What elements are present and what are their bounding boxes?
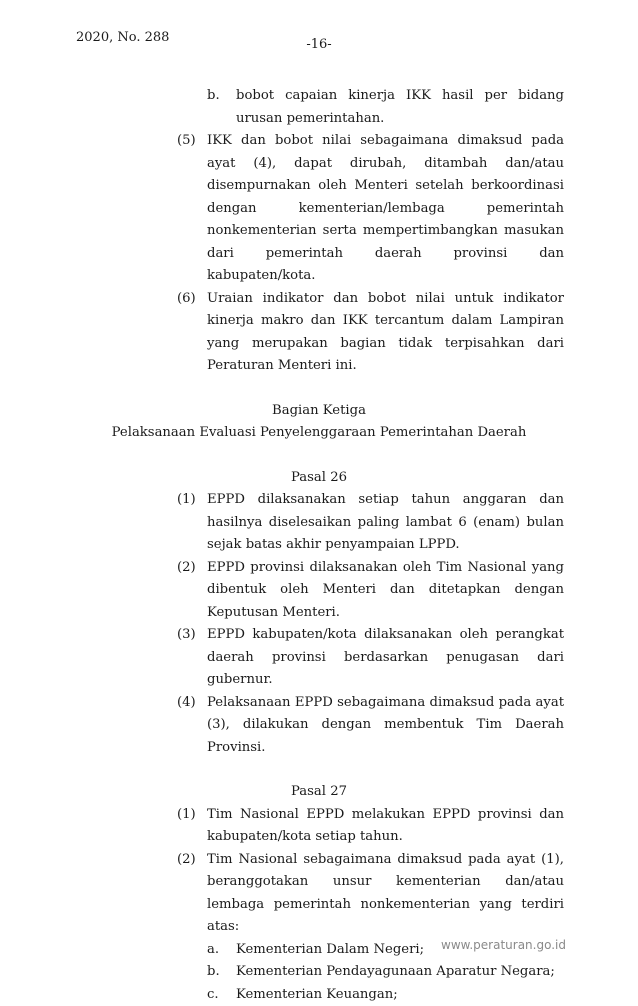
ayat-marker: (2)	[177, 849, 207, 939]
ayat-text: Pelaksanaan EPPD sebagaimana dimaksud pada ayat (3), dilakukan dengan membentuk Tim Daerah Provinsi.	[207, 692, 564, 760]
list-text: Kementerian Keuangan;	[236, 984, 564, 1006]
article-heading: Pasal 27	[0, 781, 638, 804]
article-heading: Pasal 26	[0, 467, 638, 490]
ayat-marker: (3)	[177, 624, 207, 692]
list-marker: b.	[207, 961, 236, 984]
gazette-number: 2020, No. 288	[76, 30, 169, 45]
list-marker: c.	[207, 984, 236, 1006]
page-number: -16-	[0, 37, 638, 52]
ayat-text: Uraian indikator dan bobot nilai untuk indikator kinerja makro dan IKK tercantum dalam Lampiran yang merupakan bagian tidak terpisahkan dari Peraturan Menteri ini.	[207, 288, 564, 378]
ayat-item	[177, 288, 564, 378]
ayat-text: Tim Nasional sebagaimana dimaksud pada ayat (1), beranggotakan unsur kementerian dan/atau lembaga pemerintah nonkementerian yang terdiri atas:	[207, 849, 564, 939]
ayat-marker: (1)	[177, 489, 207, 557]
ayat-item	[177, 489, 564, 557]
list-item	[207, 984, 564, 1006]
list-text: Kementerian Dalam Negeri;	[236, 939, 564, 962]
website-footer: www.peraturan.go.id	[441, 938, 566, 952]
ayat-marker: (1)	[177, 804, 207, 849]
ayat-marker: (4)	[177, 692, 207, 760]
list-item	[207, 85, 564, 130]
list-text: bobot capaian kinerja IKK hasil per bidang urusan pemerintahan.	[236, 85, 564, 130]
ayat-text: Tim Nasional EPPD melakukan EPPD provinsi dan kabupaten/kota setiap tahun.	[207, 804, 564, 849]
ayat-text: EPPD kabupaten/kota dilaksanakan oleh perangkat daerah provinsi berdasarkan penugasan dari gubernur.	[207, 624, 564, 692]
section-subheading: Pelaksanaan Evaluasi Penyelenggaraan Pemerintahan Daerah	[0, 422, 638, 445]
list-text: Kementerian Pendayagunaan Aparatur Negara;	[236, 961, 564, 984]
ayat-marker: (6)	[177, 288, 207, 378]
list-marker: a.	[207, 939, 236, 962]
ayat-item	[177, 849, 564, 939]
ayat-text: IKK dan bobot nilai sebagaimana dimaksud pada ayat (4), dapat dirubah, ditambah dan/atau disempurnakan oleh Menteri setelah berkoordinasi dengan kementerian/lembaga pemerintah nonkementerian serta mempertimbangkan masukan dari pemerintah daerah provinsi dan kabupaten/kota.	[207, 130, 564, 288]
ayat-item	[177, 692, 564, 760]
ayat-item	[177, 804, 564, 849]
document-body	[0, 85, 638, 1006]
ayat-marker: (2)	[177, 557, 207, 625]
ayat-item	[177, 624, 564, 692]
ayat-item	[177, 557, 564, 625]
list-marker: b.	[207, 85, 236, 130]
section-heading: Bagian Ketiga	[0, 400, 638, 423]
ayat-marker: (5)	[177, 130, 207, 288]
ayat-text: EPPD provinsi dilaksanakan oleh Tim Nasional yang dibentuk oleh Menteri dan ditetapkan dengan Keputusan Menteri.	[207, 557, 564, 625]
ayat-item	[177, 130, 564, 288]
ayat-text: EPPD dilaksanakan setiap tahun anggaran dan hasilnya diselesaikan paling lambat 6 (enam) bulan sejak batas akhir penyampaian LPPD.	[207, 489, 564, 557]
list-item	[207, 961, 564, 984]
